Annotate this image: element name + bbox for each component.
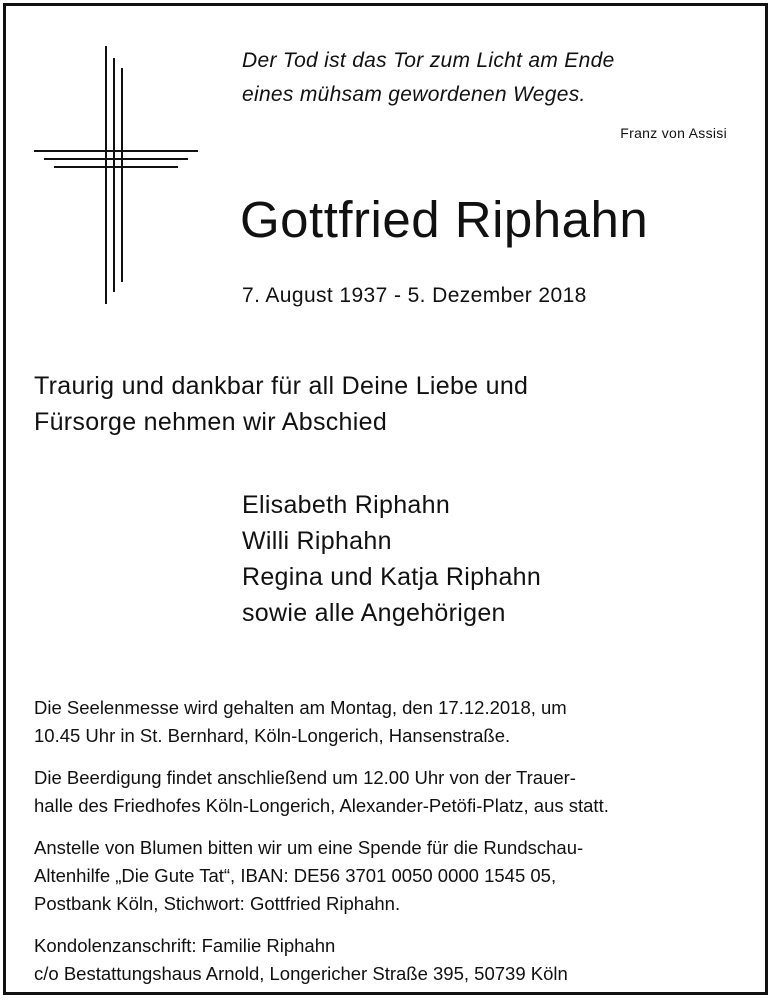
notes: Die Seelenmesse wird gehalten am Montag, den 17.12.2018, um 10.45 Uhr in St. Bernhard, Köln-Longerich, Hansenstraße. Die Beerdigung findet anschließend um 12.00 Uhr von der Trauer- halle des Friedhofes Köln-Longerich, Alexander-Petöfi-Platz, aus statt. Anstelle von Blumen bitten wir um eine Spende für die Rundschau- Altenhilfe „Die Gute Tat“, IBAN: DE56 3701 0050 0000 1545 05, Postbank Köln, Stichwort: Gottfried Riphahn. Kondolenzanschrift: Familie Riphahn c/o Bestattungshaus Arnold, Longericher Straße 395, 50739 Köln	[34, 680, 609, 1002]
note-line: Postbank Köln, Stichwort: Gottfried Riphahn.	[34, 893, 401, 914]
family-member: sowie alle Angehörigen	[242, 599, 506, 627]
quote-line: Der Tod ist das Tor zum Licht am Ende	[242, 49, 615, 72]
mourning-line: Traurig und dankbar für all Deine Liebe und	[34, 372, 529, 400]
quote	[242, 44, 615, 112]
family-list	[242, 487, 541, 631]
note-line: Altenhilfe „Die Gute Tat“, IBAN: DE56 3701 0050 0000 1545 05,	[34, 865, 557, 886]
family-member: Elisabeth Riphahn	[242, 491, 451, 519]
family-member: Regina und Katja Riphahn	[242, 563, 542, 591]
family-member: Willi Riphahn	[242, 527, 392, 555]
cross-icon	[34, 46, 198, 304]
life-dates: 7. August 1937 - 5. Dezember 2018	[242, 284, 587, 307]
mourning-text	[34, 368, 528, 440]
deceased-name: Gottfried Riphahn	[240, 191, 649, 248]
note-line: halle des Friedhofes Köln-Longerich, Alexander-Petöfi-Platz, aus statt.	[34, 795, 609, 816]
quote-line: eines mühsam gewordenen Weges.	[242, 83, 586, 106]
mourning-line: Fürsorge nehmen wir Abschied	[34, 408, 388, 436]
note-line: c/o Bestattungshaus Arnold, Longericher Straße 395, 50739 Köln	[34, 963, 568, 984]
note-line: 10.45 Uhr in St. Bernhard, Köln-Longerich, Hansenstraße.	[34, 725, 511, 746]
quote-author: Franz von Assisi	[620, 125, 727, 141]
